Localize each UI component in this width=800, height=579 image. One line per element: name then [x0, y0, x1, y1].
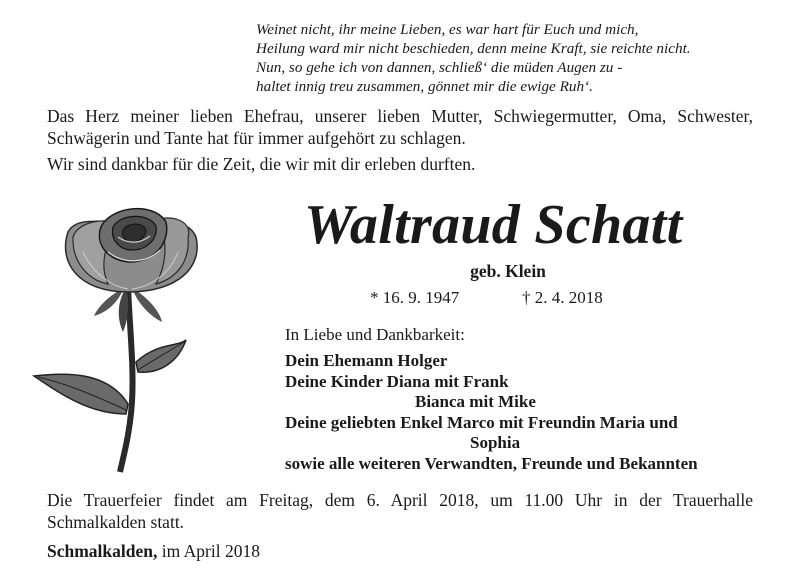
funeral-notice: Die Trauerfeier findet am Freitag, dem 6. April 2018, um 11.00 Uhr in der Trauerhalle Schmalkalden statt.: [47, 490, 753, 532]
mourner-line: Sophia: [470, 433, 521, 452]
mourner-line: Bianca mit Mike: [415, 392, 536, 411]
thanks-text: Wir sind dankbar für die Zeit, die wir mit dir erleben durften.: [47, 154, 476, 174]
intro-text: Das Herz meiner lieben Ehefrau, unserer lieben Mutter, Schwiegermutter, Oma, Schwester, Schwägerin und Tante hat für immer aufgehört zu schlagen.: [47, 106, 753, 148]
poem-line: Heilung ward mir nicht beschieden, denn meine Kraft, sie reichte nicht.: [256, 40, 691, 57]
poem: [256, 20, 776, 96]
poem-line: haltet innig treu zusammen, gönnet mir die ewige Ruh‘.: [256, 78, 593, 95]
birth-date: * 16. 9. 1947: [370, 288, 460, 307]
mourner-line: Deine Kinder Diana mit Frank: [285, 371, 509, 391]
death-date: † 2. 4. 2018: [522, 288, 603, 307]
place-name: Schmalkalden,: [47, 541, 158, 561]
dedication-line: In Liebe und Dankbarkeit:: [285, 325, 465, 344]
place-date: [47, 540, 260, 562]
rose-image: [28, 192, 238, 474]
maiden-name: geb. Klein: [470, 261, 546, 281]
poem-line: Weinet nicht, ihr meine Lieben, es war hart für Euch und mich,: [256, 21, 639, 38]
place-date-text: im April 2018: [161, 541, 260, 561]
mourner-line: Dein Ehemann Holger: [285, 351, 448, 370]
mourner-line: Deine geliebten Enkel Marco mit Freundin Maria und: [285, 412, 678, 432]
mourners-list: [285, 351, 755, 474]
mourner-line: sowie alle weiteren Verwandten, Freunde und Bekannten: [285, 453, 698, 473]
deceased-name: Waltraud Schatt: [304, 194, 683, 256]
poem-line: Nun, so gehe ich von dannen, schließ‘ die müden Augen zu -: [256, 59, 623, 76]
